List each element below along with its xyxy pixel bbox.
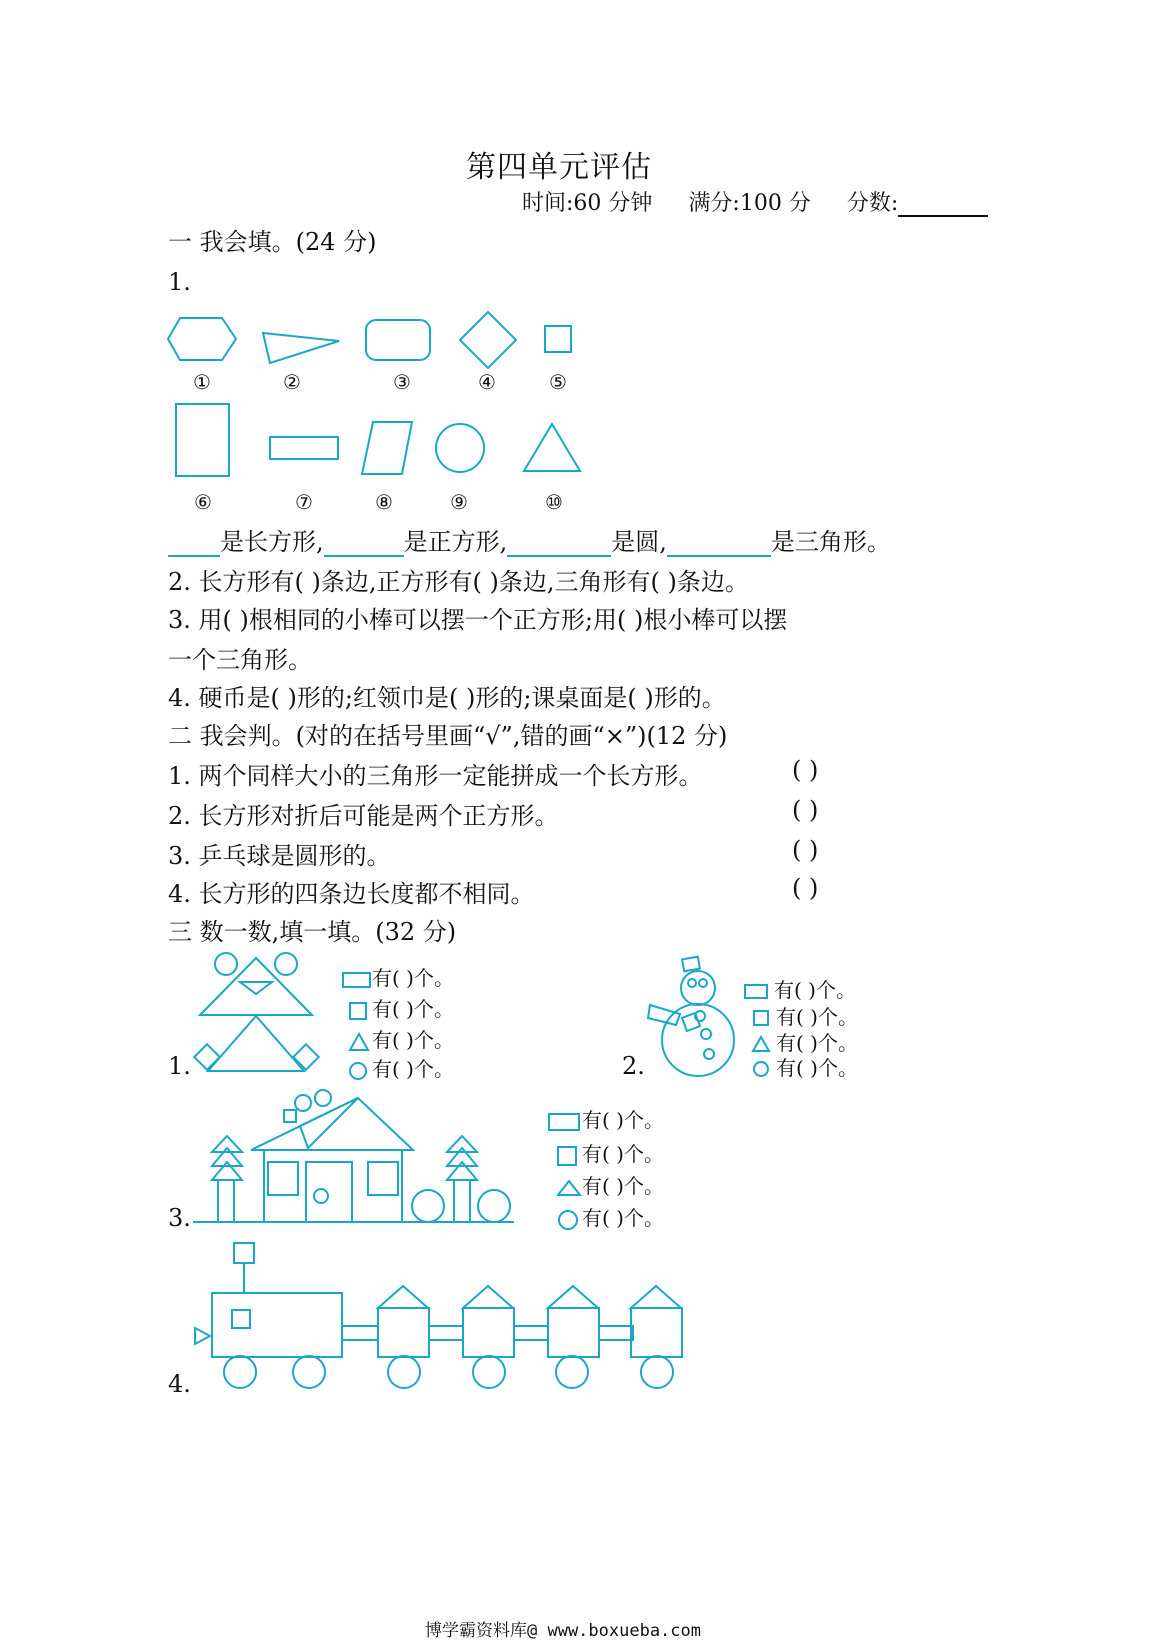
shape-label-5: ⑤ <box>549 370 567 394</box>
count-row-square-1: 有( )个。 <box>348 993 454 1022</box>
count-row-square-3: 有( )个。 <box>556 1138 664 1167</box>
shape-label-9: ⑨ <box>450 490 468 514</box>
fig-num-4: 4. <box>168 1370 191 1398</box>
count-row-rect-1: 有( )个。 <box>342 962 454 991</box>
judge-item-3: 3. 乒乓球是圆形的。 <box>168 842 391 870</box>
judge-item-1: 1. 两个同样大小的三角形一定能拼成一个长方形。 <box>168 762 703 790</box>
count-row-triangle-1: 有( )个。 <box>348 1024 454 1053</box>
judge-item-4: 4. 长方形的四条边长度都不相同。 <box>168 880 535 908</box>
time-limit: 时间:60 分钟 <box>522 191 653 216</box>
page-title: 第四单元评估 <box>466 150 652 185</box>
count-row-triangle-3: 有( )个。 <box>556 1170 664 1199</box>
judge-bracket-4[interactable]: ( ) <box>792 874 819 902</box>
shape-label-1: ① <box>193 370 211 394</box>
q3-text-line1: 3. 用( )根相同的小棒可以摆一个正方形;用( )根小棒可以摆 <box>168 606 788 634</box>
section-2-heading: 二 我会判。(对的在括号里画“√”,错的画“×”)(12 分) <box>168 722 728 750</box>
section-3-heading: 三 数一数,填一填。(32 分) <box>168 918 457 946</box>
shape-label-2: ② <box>283 370 301 394</box>
fig-num-1: 1. <box>168 1052 191 1080</box>
full-score: 满分:100 分 <box>688 191 811 216</box>
section-1-heading: 一 我会填。(24 分) <box>168 228 377 256</box>
count-row-circle-1: 有( )个。 <box>348 1053 454 1082</box>
judge-item-2: 2. 长方形对折后可能是两个正方形。 <box>168 802 559 830</box>
shape-label-3: ③ <box>393 370 411 394</box>
judge-bracket-1[interactable]: ( ) <box>792 756 819 784</box>
score-label: 分数: <box>846 191 899 216</box>
count-row-circle-2: 有( )个。 <box>752 1052 858 1081</box>
fig-num-3: 3. <box>168 1204 191 1232</box>
count-row-rect-3: 有( )个。 <box>548 1104 664 1133</box>
count-row-rect-2: 有( )个。 <box>744 974 856 1003</box>
q3-text-line2: 一个三角形。 <box>168 646 312 674</box>
count-row-circle-3: 有( )个。 <box>556 1202 664 1231</box>
judge-bracket-2[interactable]: ( ) <box>792 796 819 824</box>
shape-label-6: ⑥ <box>194 490 212 514</box>
judge-bracket-3[interactable]: ( ) <box>792 836 819 864</box>
shape-label-10: ⑩ <box>545 490 563 514</box>
shape-label-7: ⑦ <box>295 490 313 514</box>
count-row-square-2: 有( )个。 <box>752 1001 858 1030</box>
fig-num-2: 2. <box>622 1052 645 1080</box>
count-row-triangle-2: 有( )个。 <box>752 1027 858 1056</box>
footer-watermark: 博学霸资料库@ www.boxueba.com <box>425 1621 701 1641</box>
shape-label-8: ⑧ <box>375 490 393 514</box>
q1-number: 1. <box>168 268 191 296</box>
shape-label-4: ④ <box>478 370 496 394</box>
q2-text: 2. 长方形有( )条边,正方形有( )条边,三角形有( )条边。 <box>168 568 749 596</box>
q4-text: 4. 硬币是( )形的;红领巾是( )形的;课桌面是( )形的。 <box>168 684 726 712</box>
q1-fill-line: 是长方形, 是正方形, 是圆, 是三角形。 <box>168 522 891 557</box>
